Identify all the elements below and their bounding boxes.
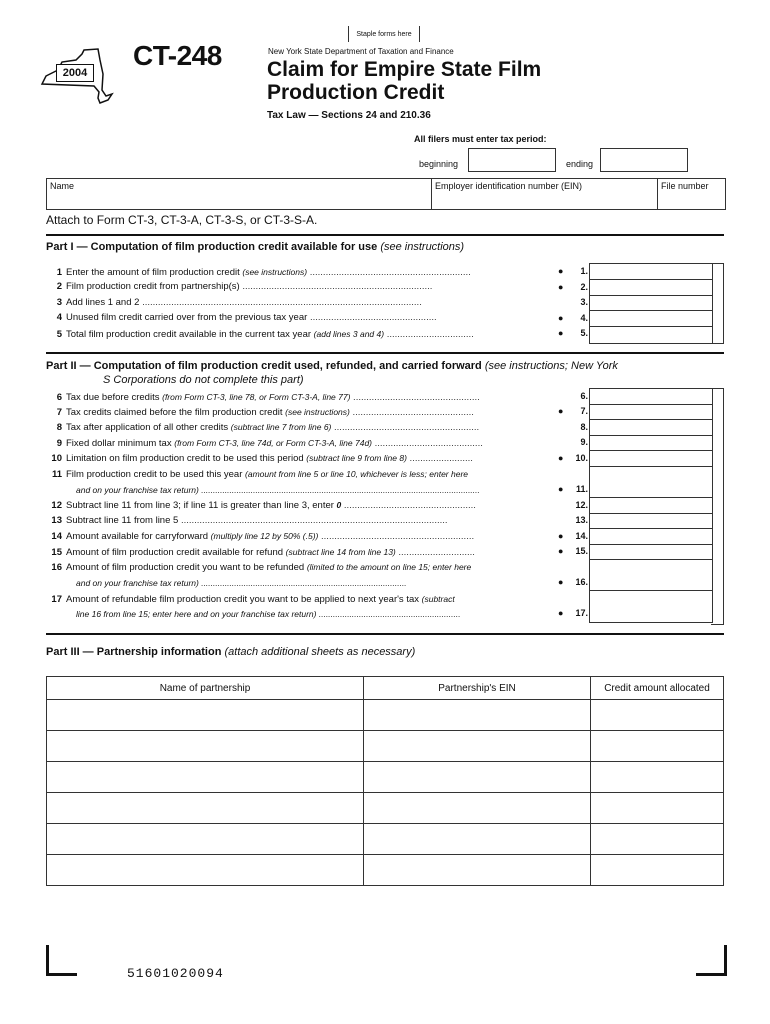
part2-line-11-cont: and on your franchise tax return) ...................................................................................................................... bbox=[76, 485, 480, 495]
tax-law-reference: Tax Law — Sections 24 and 210.36 bbox=[267, 110, 431, 121]
partnership-ein-cell[interactable] bbox=[364, 762, 591, 793]
file-number-label: File number bbox=[661, 181, 709, 191]
amount-field-16[interactable] bbox=[590, 560, 712, 591]
line-number-label: 11. bbox=[575, 484, 588, 494]
part3-heading bbox=[46, 646, 415, 658]
amount-field-1[interactable] bbox=[590, 264, 712, 280]
divider bbox=[46, 234, 724, 236]
amount-field-4[interactable] bbox=[590, 311, 712, 327]
amount-field-10[interactable] bbox=[590, 451, 712, 467]
partnership-name-cell[interactable] bbox=[47, 700, 364, 731]
partnership-ein-cell[interactable] bbox=[364, 731, 591, 762]
column-header: Partnership's EIN bbox=[364, 677, 591, 700]
part2-line-16-cont: and on your franchise tax return) ....................................................................................... bbox=[76, 578, 407, 588]
line-number-label: 8. bbox=[580, 422, 588, 432]
line-number-label: 17. bbox=[575, 608, 588, 618]
amount-field-6[interactable] bbox=[590, 389, 712, 405]
part2-line-17-cont: line 16 from line 15; enter here and on your franchise tax return) ............................................................ bbox=[76, 609, 461, 619]
bullet-icon: ● bbox=[558, 328, 564, 338]
part2-line-13: 13 Subtract line 11 from line 5 ..................................................................................................... bbox=[51, 515, 448, 526]
amount-field-13[interactable] bbox=[590, 514, 712, 529]
part2-note-cont: S Corporations do not complete this part) bbox=[103, 374, 304, 386]
cents-column bbox=[711, 263, 724, 344]
partnership-name-cell[interactable] bbox=[47, 824, 364, 855]
name-label: Name bbox=[50, 181, 75, 191]
column-header: Credit amount allocated bbox=[591, 677, 724, 700]
part3-label: Part III bbox=[46, 646, 80, 658]
line-number-label: 16. bbox=[575, 577, 588, 587]
part1-heading bbox=[46, 241, 464, 253]
part2-line-15: 15 Amount of film production credit available for refund (subtract line 14 from line 13) ............................. bbox=[51, 547, 475, 558]
ending-date-field[interactable] bbox=[600, 148, 688, 172]
bullet-icon: ● bbox=[558, 282, 564, 292]
form-title bbox=[267, 58, 607, 104]
partnership-name-cell[interactable] bbox=[47, 762, 364, 793]
table-row bbox=[47, 762, 724, 793]
part2-title: — Computation of film production credit used, refunded, and carried forward bbox=[76, 360, 485, 372]
amount-field-11[interactable] bbox=[590, 467, 712, 498]
line-number-label: 2. bbox=[580, 282, 588, 292]
bullet-icon: ● bbox=[558, 453, 564, 463]
amount-field-2[interactable] bbox=[590, 280, 712, 296]
part2-label: Part II bbox=[46, 360, 77, 372]
part1-line-4: 4 Unused film credit carried over from the previous tax year ................................................ bbox=[56, 312, 437, 323]
name-field[interactable] bbox=[47, 179, 431, 209]
partnership-name-cell[interactable] bbox=[47, 731, 364, 762]
line-number-label: 1. bbox=[580, 266, 588, 276]
amount-field-12[interactable] bbox=[590, 498, 712, 514]
amount-field-9[interactable] bbox=[590, 436, 712, 451]
form-id: CT-248 bbox=[133, 40, 222, 71]
line-number-label: 7. bbox=[580, 406, 588, 416]
credit-amount-cell[interactable] bbox=[591, 793, 724, 824]
line-number-label: 10. bbox=[575, 453, 588, 463]
bullet-icon: ● bbox=[558, 608, 564, 618]
part2-line-8: 8 Tax after application of all other credits (subtract line 7 from line 6) ....................................................... bbox=[56, 422, 480, 433]
amount-field-8[interactable] bbox=[590, 420, 712, 436]
amount-field-14[interactable] bbox=[590, 529, 712, 545]
partnership-table bbox=[46, 676, 724, 886]
credit-amount-cell[interactable] bbox=[591, 731, 724, 762]
part3-title: — Partnership information bbox=[79, 646, 225, 658]
amount-field-17[interactable] bbox=[590, 591, 712, 622]
partnership-name-cell[interactable] bbox=[47, 855, 364, 886]
department: New York State Department of Taxation and Finance bbox=[268, 47, 454, 56]
line-number-label: 9. bbox=[580, 437, 588, 447]
credit-amount-cell[interactable] bbox=[591, 855, 724, 886]
cents-column bbox=[711, 388, 724, 625]
tax-period-instruction: All filers must enter tax period: bbox=[414, 134, 547, 144]
part2-line-10: 10 Limitation on film production credit to be used this period (subtract line 9 from line 8) ........................ bbox=[51, 453, 473, 464]
line-number-label: 4. bbox=[580, 313, 588, 323]
form-title-line1: Claim for Empire State Film bbox=[267, 58, 542, 81]
divider bbox=[46, 633, 724, 635]
column-header: Name of partnership bbox=[47, 677, 364, 700]
partnership-ein-cell[interactable] bbox=[364, 793, 591, 824]
beginning-date-field[interactable] bbox=[468, 148, 556, 172]
line-number-label: 14. bbox=[575, 531, 588, 541]
bullet-icon: ● bbox=[558, 313, 564, 323]
part2-amount-column bbox=[589, 388, 713, 623]
bullet-icon: ● bbox=[558, 546, 564, 556]
file-number-field[interactable] bbox=[657, 179, 725, 209]
table-header-row bbox=[47, 677, 724, 700]
part1-line-3: 3 Add lines 1 and 2 .......................................................................................................... bbox=[56, 297, 422, 308]
bullet-icon: ● bbox=[558, 484, 564, 494]
credit-amount-cell[interactable] bbox=[591, 824, 724, 855]
part2-note: (see instructions; New York bbox=[484, 360, 618, 372]
corner-mark bbox=[46, 945, 77, 976]
table-row bbox=[47, 731, 724, 762]
table-row bbox=[47, 700, 724, 731]
part2-line-17: 17 Amount of refundable film production credit you want to be applied to next year's tax (subtract bbox=[51, 594, 455, 605]
attach-instruction: Attach to Form CT-3, CT-3-A, CT-3-S, or CT-3-S-A. bbox=[46, 213, 318, 227]
line-number-label: 12. bbox=[575, 500, 588, 510]
part1-label: Part I bbox=[46, 241, 74, 253]
part1-amount-column bbox=[589, 263, 713, 344]
corner-mark bbox=[696, 945, 727, 976]
part2-line-9: 9 Fixed dollar minimum tax (from Form CT-3, line 74d, or Form CT-3-A, line 74d) ......................................... bbox=[56, 438, 483, 449]
partnership-ein-cell[interactable] bbox=[364, 700, 591, 731]
line-number-label: 15. bbox=[575, 546, 588, 556]
partnership-name-cell[interactable] bbox=[47, 793, 364, 824]
divider bbox=[46, 352, 724, 354]
part1-title: — Computation of film production credit available for use bbox=[73, 241, 381, 253]
part3-note: (attach additional sheets as necessary) bbox=[224, 646, 416, 658]
table-row bbox=[47, 855, 724, 886]
partnership-ein-cell[interactable] bbox=[364, 824, 591, 855]
bullet-icon: ● bbox=[558, 577, 564, 587]
bullet-icon: ● bbox=[558, 531, 564, 541]
part1-line-5: 5 Total film production credit available in the current tax year (add lines 3 and 4) ................................. bbox=[56, 329, 474, 340]
ending-label: ending bbox=[566, 159, 594, 169]
part2-line-16: 16 Amount of film production credit you want to be refunded (limited to the amount on line 15; enter here bbox=[51, 562, 472, 573]
bullet-icon: ● bbox=[558, 406, 564, 416]
line-number-label: 5. bbox=[580, 328, 588, 338]
staple-note: Staple forms here bbox=[348, 26, 420, 42]
partnership-ein-cell[interactable] bbox=[364, 855, 591, 886]
bullet-icon: ● bbox=[558, 266, 564, 276]
form-year: 2004 bbox=[56, 64, 94, 82]
amount-field-7[interactable] bbox=[590, 405, 712, 420]
part1-line-1: 1 Enter the amount of film production credit (see instructions) ............................................................. bbox=[56, 267, 471, 278]
line-number-label: 13. bbox=[575, 515, 588, 525]
table-row bbox=[47, 793, 724, 824]
taxpayer-info-row bbox=[46, 178, 726, 210]
part2-line-6: 6 Tax due before credits (from Form CT-3, line 78, or Form CT-3-A, line 77) ................................................ bbox=[56, 392, 480, 403]
part2-line-12: 12 Subtract line 11 from line 3; if line 11 is greater than line 3, enter 0 .................................................. bbox=[51, 500, 476, 511]
beginning-label: beginning bbox=[419, 159, 459, 169]
table-row bbox=[47, 824, 724, 855]
amount-field-15[interactable] bbox=[590, 545, 712, 560]
part2-line-7: 7 Tax credits claimed before the film production credit (see instructions) .............................................. bbox=[56, 407, 474, 418]
part1-note: (see instructions) bbox=[380, 241, 465, 253]
line-number-label: 3. bbox=[580, 297, 588, 307]
ein-label: Employer identification number (EIN) bbox=[435, 181, 583, 191]
line-number-label: 6. bbox=[580, 391, 588, 401]
part2-heading bbox=[46, 360, 726, 372]
credit-amount-cell[interactable] bbox=[591, 762, 724, 793]
amount-field-3[interactable] bbox=[590, 296, 712, 311]
part2-line-14: 14 Amount available for carryforward (multiply line 12 by 50% (.5)) .......................................................... bbox=[51, 531, 475, 542]
part1-line-2: 2 Film production credit from partnership(s) ........................................................................ bbox=[56, 281, 433, 292]
amount-field-5[interactable] bbox=[590, 327, 712, 343]
form-barcode-number: 51601020094 bbox=[127, 966, 224, 981]
part2-line-11: 11 Film production credit to be used this year (amount from line 5 or line 10, whichever is less; enter here bbox=[51, 469, 469, 480]
credit-amount-cell[interactable] bbox=[591, 700, 724, 731]
form-title-line2: Production Credit bbox=[267, 81, 445, 104]
